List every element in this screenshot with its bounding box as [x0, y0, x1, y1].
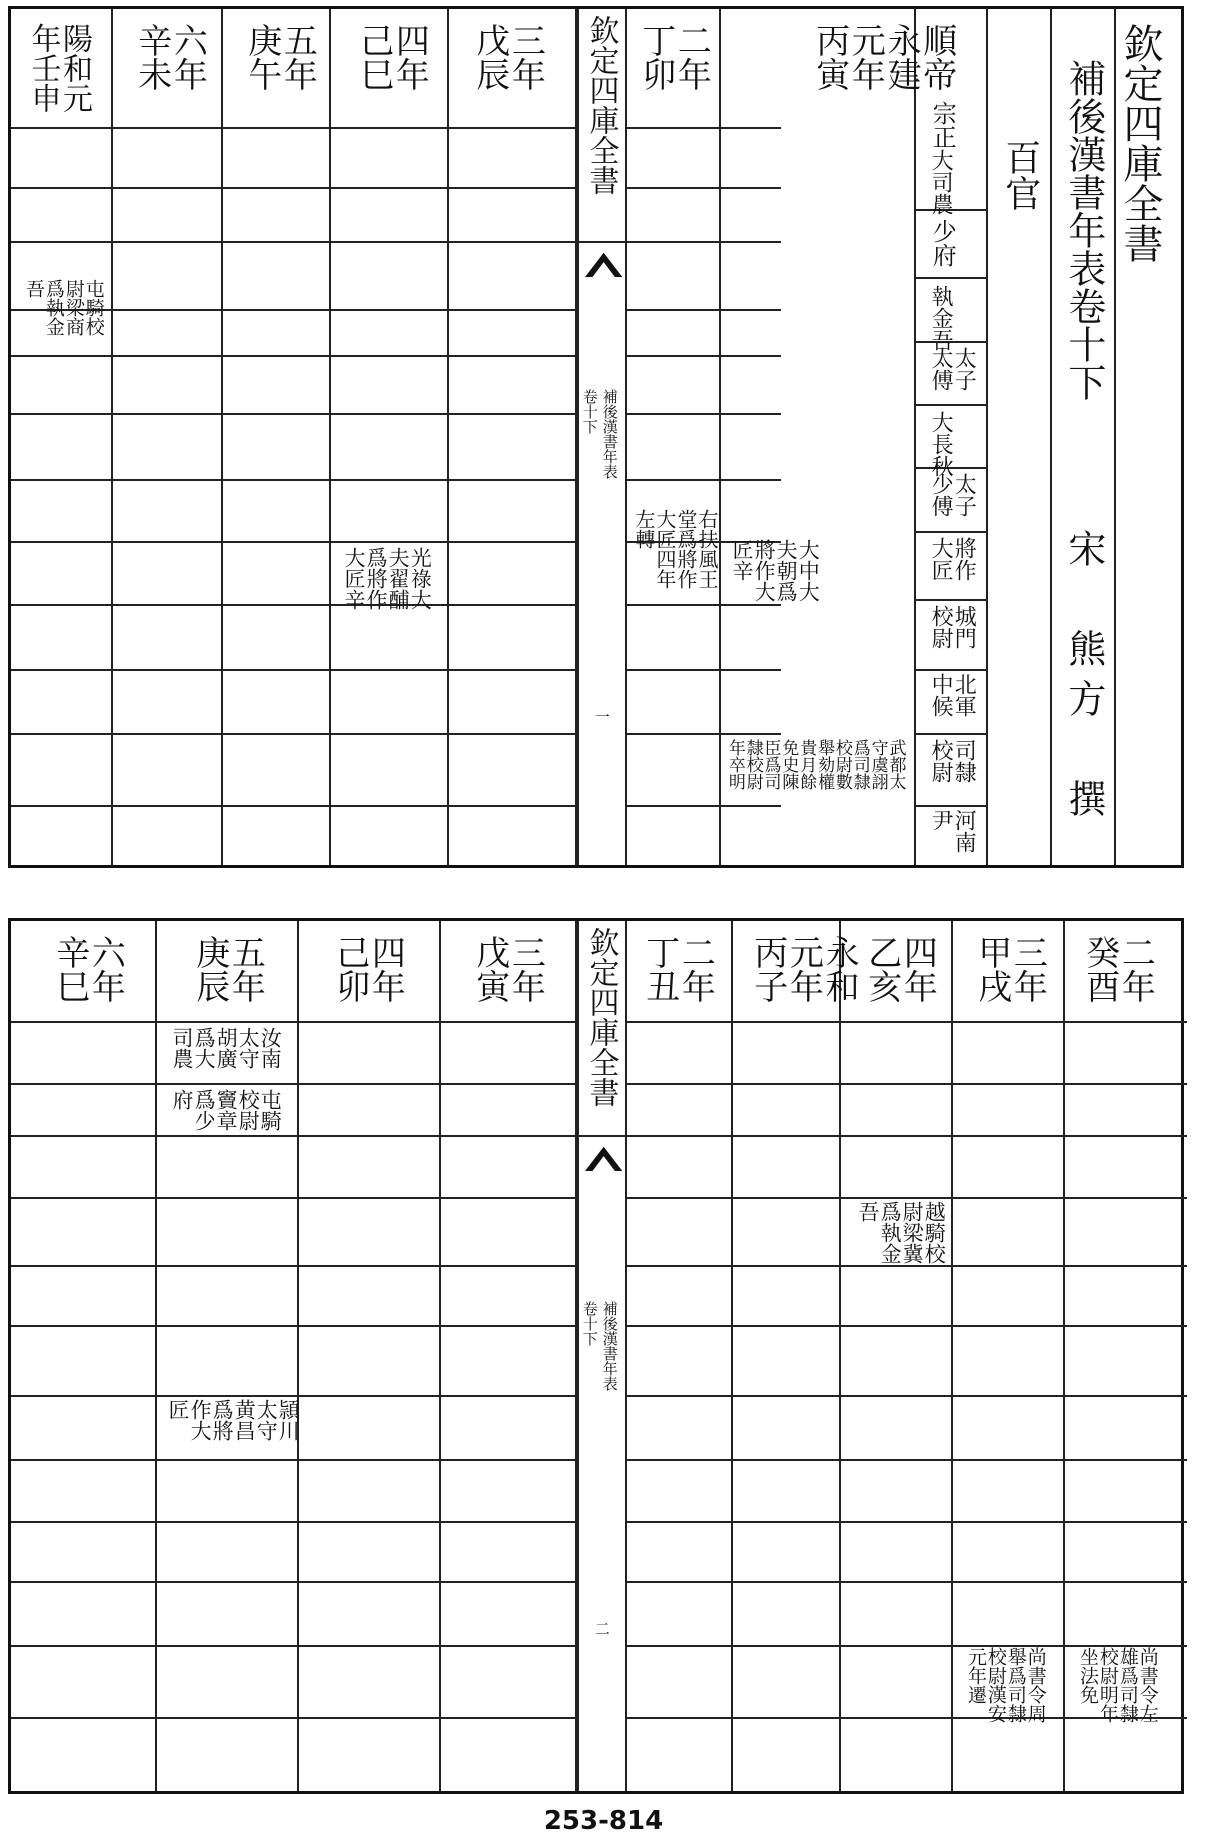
- col-b-y2: [627, 921, 733, 1791]
- gutter-page-number: 一: [592, 709, 611, 724]
- year-header-y6: 六年辛未: [131, 23, 208, 91]
- col-section: [988, 9, 1052, 865]
- col-yang: [11, 9, 113, 865]
- office-zongzheng: 宗正: [928, 101, 957, 149]
- book-title: 欽定四庫全書: [1117, 23, 1163, 263]
- top-page-panel: [8, 6, 1184, 868]
- office-henan-yin: 河南尹: [928, 809, 977, 853]
- year-header-y2: 二年丁卯: [635, 23, 712, 91]
- col-y3: [449, 9, 577, 865]
- year-header-b2: 二年癸酉: [1079, 935, 1156, 1003]
- office-taizi-shaofu: 太子少傅: [928, 473, 977, 517]
- bottom-page-panel: [8, 918, 1184, 1794]
- col-y2: [627, 9, 721, 865]
- entry-b4-jinwu: 越騎校尉梁冀爲執金吾: [856, 1201, 947, 1264]
- office-taizi-taifu: 太子太傅: [928, 347, 977, 391]
- year-header-y3: 三年戊辰: [469, 23, 546, 91]
- center-gutter: [577, 9, 627, 865]
- year-header-yang: 陽和元年壬申: [25, 23, 92, 113]
- section-title: 百官: [999, 139, 1041, 211]
- col-y5: [223, 9, 331, 865]
- year-header-b4: 四年乙亥: [861, 935, 938, 1003]
- year-header-y4: 四年己巳: [353, 23, 430, 91]
- entry-yang-jinwu: 屯騎校尉梁商爲執金吾: [22, 279, 105, 336]
- year-header-b-y3: 三年戊寅: [469, 935, 546, 1003]
- col-yonghe: [733, 921, 841, 1791]
- col-b-y3: [441, 921, 577, 1791]
- office-shaofu: 少府: [928, 219, 957, 267]
- author-line: 宋 熊方 撰: [1061, 529, 1106, 829]
- page-number: 253-814: [543, 1806, 664, 1836]
- entry-b5-dasinong: 汝南太守胡廣爲大司農: [170, 1027, 283, 1069]
- office-dachangqiu: 大長秋: [928, 411, 954, 477]
- gutter-book-title-bottom: 欽定四庫全書: [583, 927, 619, 1107]
- gutter-page-number-bottom: 二: [592, 1621, 611, 1636]
- gutter-volume: 卷十下: [580, 389, 599, 434]
- gutter-caption-bottom: 補後漢書年表: [600, 1301, 619, 1391]
- entry-b3-silie: 尚書令周舉爲司隸校尉漢安元年遷: [964, 1647, 1047, 1723]
- year-header-b-y5: 五年庚辰: [189, 935, 266, 1003]
- office-beijun-zhonghou: 北軍中候: [928, 673, 977, 717]
- col-b-y4: [299, 921, 441, 1791]
- office-jiangzuo-dajiang: 將作大匠: [928, 537, 977, 581]
- col-y4: [331, 9, 449, 865]
- gutter-volume-bottom: 卷十下: [580, 1301, 599, 1346]
- entry-b5-dajiang: 頴川太守黄昌爲將作大匠: [166, 1399, 301, 1441]
- year-header-b-y2: 二年丁丑: [639, 935, 716, 1003]
- col-shun: [721, 9, 916, 865]
- gutter-fishtail-icon: [585, 249, 622, 277]
- gutter-caption: 補後漢書年表: [600, 389, 619, 479]
- gutter-fishtail-icon-bottom: [585, 1143, 622, 1171]
- gutter-book-title: 欽定四庫全書: [583, 15, 619, 195]
- year-header-yonghe: 永和元年丙子: [747, 935, 860, 1003]
- office-chengmen-xiaowei: 城門校尉: [928, 605, 977, 649]
- year-header-shun: 順帝永建元年丙寅: [809, 23, 957, 91]
- year-header-b3: 三年甲戌: [971, 935, 1048, 1003]
- entry-shun-silie: 武都太守虞詡爲司隸校尉數舉劾權貴月餘免史陳臣爲司隸校尉年卒明: [724, 739, 906, 790]
- col-b-y6: [11, 921, 157, 1791]
- year-header-y5: 五年庚午: [241, 23, 318, 91]
- entry-b2-silie: 尚書令左雄爲司隸校尉明年坐法免: [1076, 1647, 1159, 1723]
- entry-y2-dajiang: 右扶風王堂爲將作大匠四年左轉: [632, 509, 719, 589]
- center-gutter-bottom: [577, 921, 627, 1791]
- office-silie-xiaowei: 司隸校尉: [928, 739, 977, 783]
- year-header-b-y6: 六年辛巳: [49, 935, 126, 1003]
- entry-shun-dajiang: 大中大夫朝爲將作大匠辛: [730, 539, 821, 602]
- office-zhijinwu: 執金吾: [928, 285, 954, 351]
- col-b4: [841, 921, 953, 1791]
- col-y6: [113, 9, 223, 865]
- entry-y4-dajiang: 光祿大夫翟酺爲將作大匠辛: [342, 547, 433, 610]
- volume-title: 補後漢書年表卷十下: [1061, 59, 1106, 401]
- year-header-b-y4: 四年己卯: [329, 935, 406, 1003]
- office-dasinong: 大司農: [928, 149, 954, 215]
- entry-b5-shaofu: 屯騎校尉竇章爲少府: [170, 1089, 283, 1131]
